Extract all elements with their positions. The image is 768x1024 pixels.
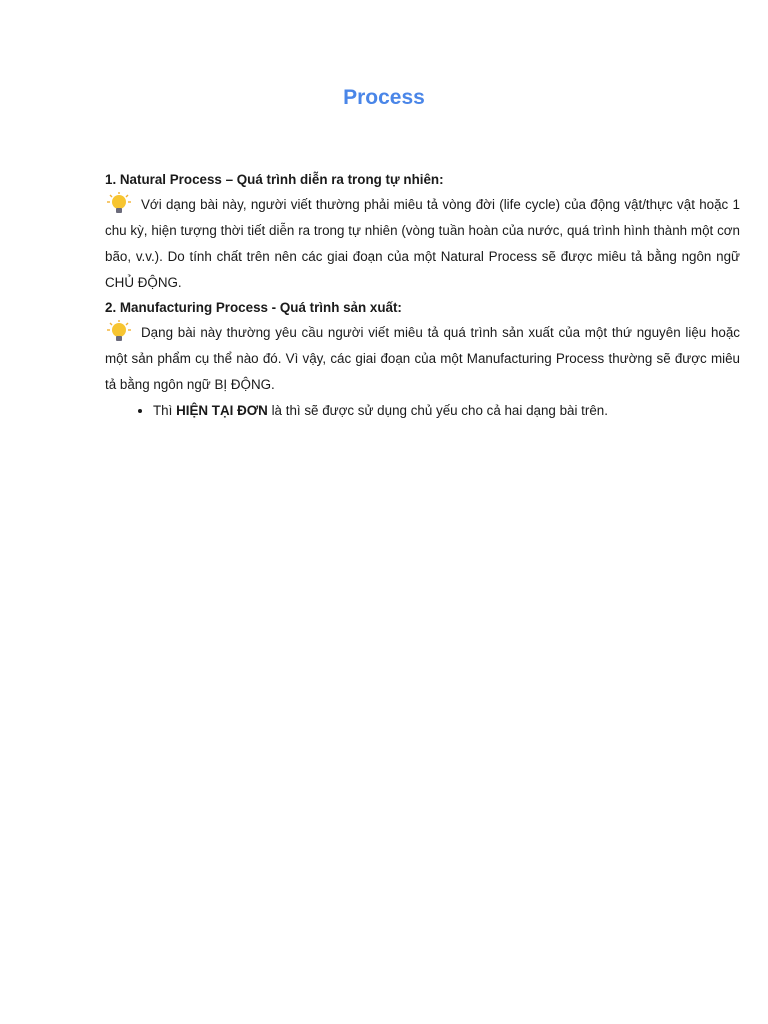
bullet-suffix: là thì sẽ được sử dụng chủ yếu cho cả hai dạng bài trên. — [267, 403, 608, 418]
section-paragraph-natural — [105, 192, 740, 296]
section-heading-manufacturing: 2. Manufacturing Process - Quá trình sản xuất: — [105, 300, 402, 315]
paragraph-text: Với dạng bài này, người viết thường phải miêu tả vòng đời (life cycle) của động vật/thực vật hoặc 1 chu kỳ, hiện tượng thời tiết diễn ra trong tự nhiên (vòng tuần hoàn của nước, quá trình hình thành một cơn bão, v.v.). Do tính chất trên nên các giai đoạn của một Natural Process sẽ được miêu tả bằng ngôn ngữ CHỦ ĐỘNG. — [105, 197, 740, 290]
lightbulb-icon — [105, 322, 135, 342]
page-title: Process — [343, 86, 425, 109]
bullet-prefix: Thì — [153, 403, 177, 418]
section-heading-natural: 1. Natural Process – Quá trình diễn ra trong tự nhiên: — [105, 172, 444, 187]
bullet-bold: HIỆN TẠI ĐƠN — [176, 403, 268, 418]
section-paragraph-manufacturing — [105, 320, 740, 398]
list-item — [153, 398, 740, 424]
document-body — [105, 168, 740, 424]
lightbulb-icon — [105, 194, 135, 214]
bullet-list — [105, 398, 740, 424]
paragraph-text: Dạng bài này thường yêu cầu người viết miêu tả quá trình sản xuất của một thứ nguyên liệu hoặc một sản phẩm cụ thể nào đó. Vì vậy, các giai đoạn của một Manufacturing Process thường sẽ được miêu tả bằng ngôn ngữ BỊ ĐỘNG. — [105, 325, 740, 392]
